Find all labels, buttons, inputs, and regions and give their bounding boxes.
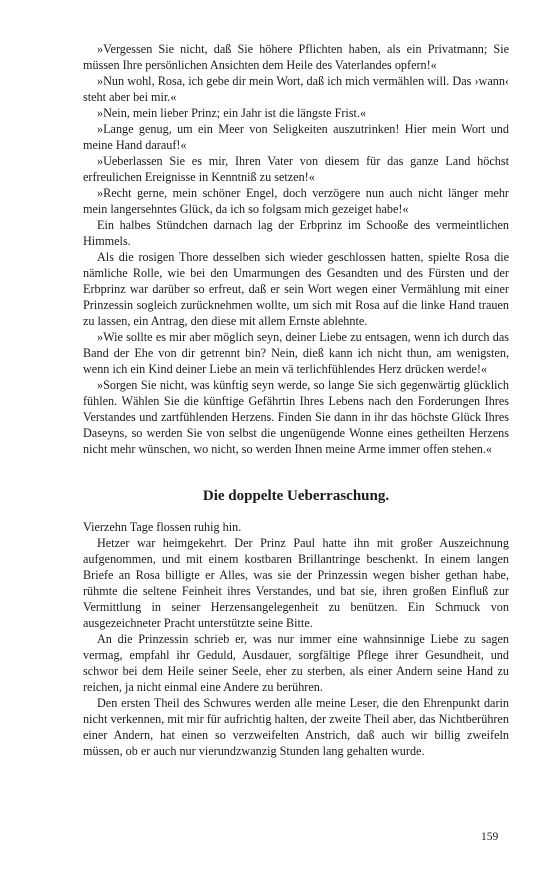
- paragraph: Den ersten Theil des Schwures werden alle meine Leser, die den Ehrenpunkt darin nicht verkennen, mit mir für aufrichtig halten, der zweite Theil aber, das Nichtberühren einer Andern, hat einen so verzweifelten Anstrich, daß auch wir billig zweifeln müssen, ob er auch nur vierundzwanzig Stunden lang gehalten wurde.: [83, 696, 509, 758]
- paragraph: »Lange genug, um ein Meer von Seligkeiten auszutrinken! Hier mein Wort und meine Hand darauf!«: [83, 122, 509, 152]
- page-number: 159: [481, 831, 499, 843]
- paragraph: »Wie sollte es mir aber möglich seyn, deiner Liebe zu entsagen, wenn ich durch das Band der Ehe von dir getrennt bin? Nein, dieß kann ich nicht thun, am wenigsten, wenn ich ein Kind deiner Liebe an mein vä terlichfühlendes Herz drücken werde!«: [83, 330, 509, 376]
- paragraph: Vierzehn Tage flossen ruhig hin.: [83, 520, 242, 534]
- text-block-bottom: [83, 519, 509, 759]
- paragraph: Hetzer war heimgekehrt. Der Prinz Paul hatte ihn mit großer Auszeichnung aufgenommen, und mit einem kostbaren Brillantringe beschenkt. In einem langen Briefe an Rosa billigte er Alles, was sie der Prinzessin wegen bisher gethan habe, rühmte die seltene Feinheit ihres Verstandes, und bat sie, ihren großen Einfluß zur Vermittlung in seiner Herzensangelegenheit zu benützen. Ein Schmuck von ausgezeichneter Pracht unterstützte seine Bitte.: [83, 536, 509, 630]
- text-block-top: [83, 41, 509, 457]
- paragraph: »Vergessen Sie nicht, daß Sie höhere Pflichten haben, als ein Privatmann; Sie müssen Ihre persönlichen Ansichten dem Heile des Vaterlandes opfern!«: [83, 42, 509, 72]
- paragraph: Ein halbes Stündchen darnach lag der Erbprinz im Schooße des vermeintlichen Himmels.: [83, 218, 509, 248]
- paragraph: Als die rosigen Thore desselben sich wieder geschlossen hatten, spielte Rosa die nämliche Rolle, wie bei den Umarmungen des Gesandten und des Fürsten und der Erbprinz war darüber so erfreut, daß er sein Wort wegen einer Vermählung mit einer Prinzessin sogleich zurücknehmen wollte, um sich mit Rosa auf die linke Hand trauen zu lassen, ein Antrag, den diese mit allem Ernste ablehnte.: [83, 250, 509, 328]
- paragraph: »Ueberlassen Sie es mir, Ihren Vater von diesem für das ganze Land höchst erfreulichen Ereignisse in Kenntniß zu setzen!«: [83, 154, 509, 184]
- paragraph: »Nun wohl, Rosa, ich gebe dir mein Wort, daß ich mich vermählen will. Das ›wann‹ steht aber bei mir.«: [83, 74, 509, 104]
- section-heading: Die doppelte Ueberraschung.: [202, 488, 390, 504]
- paragraph: »Sorgen Sie nicht, was künftig seyn werde, so lange Sie sich gegenwärtig glücklich fühlen. Wählen Sie die künftige Gefährtin Ihres Lebens nach den Forderungen Ihres Verstandes und zartfühlenden Herzens. Finden Sie dann in ihr das höchste Glück Ihres Daseyns, so werden Sie von selbst die ungenügende Wonne eines getheilten Herzens nicht mehr wünschen, wo nicht, so werden Ihnen meine Arme immer offen stehen.«: [83, 378, 509, 456]
- page-body: [83, 41, 509, 759]
- paragraph: An die Prinzessin schrieb er, was nur immer eine wahnsinnige Liebe zu sagen vermag, empfahl ihr Geduld, Ausdauer, sorgfältige Pflege ihrer Gesundheit, und schwor bei dem Heile seiner Seele, eher zu sterben, als einer Andern seine Hand zu reichen, ja nicht einmal eine Andere zu berühren.: [83, 632, 509, 694]
- paragraph: »Recht gerne, mein schöner Engel, doch verzögere nun auch nicht länger mehr mein langersehntes Glück, da ich so folgsam mich gezeiget habe!«: [83, 186, 509, 216]
- paragraph: »Nein, mein lieber Prinz; ein Jahr ist die längste Frist.«: [97, 106, 367, 120]
